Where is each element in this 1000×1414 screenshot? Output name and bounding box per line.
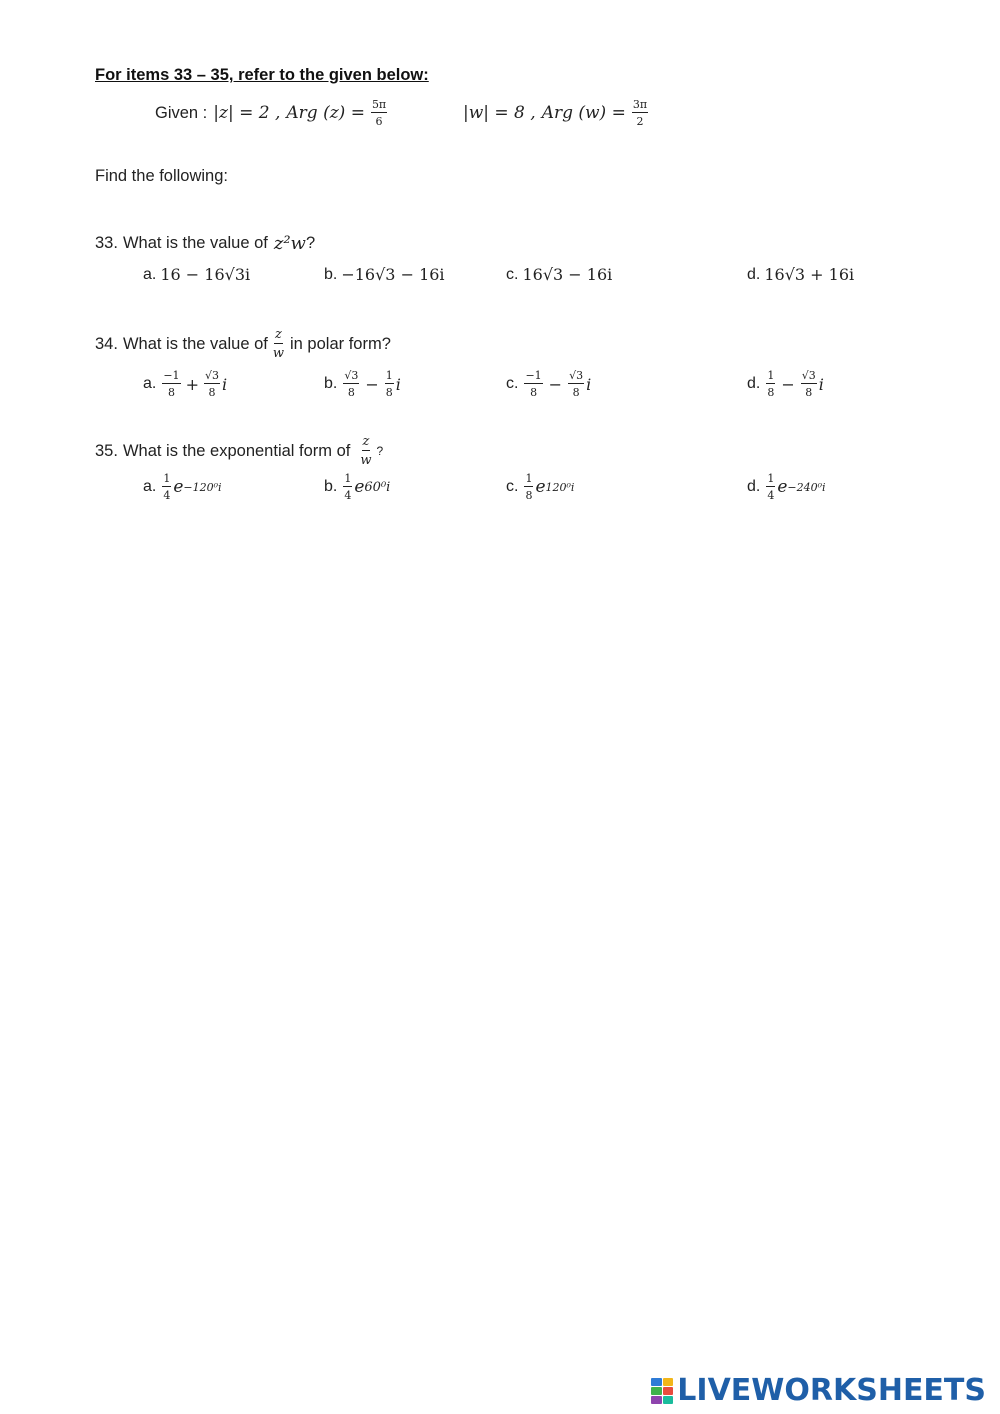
question-33: 33. What is the value of z²w ? bbox=[95, 232, 316, 254]
q34-option-a[interactable]: a. $\frac{-1}{8}$ + $\frac{√3}{8}$ i bbox=[143, 369, 228, 399]
liveworksheets-logo[interactable] bbox=[651, 1373, 986, 1408]
q33-option-a[interactable]: a. 16 − 16√3i bbox=[143, 265, 251, 284]
instruction-text: Find the following: bbox=[95, 167, 228, 185]
q35-option-d[interactable]: d. $\frac{1}{4}$ e −240⁰i bbox=[747, 472, 826, 502]
w-modulus: |w| = 8 , bbox=[463, 103, 536, 123]
q33-option-c[interactable]: c. 16√3 − 16i bbox=[506, 265, 613, 284]
z-modulus: |z| = 2 , bbox=[213, 103, 281, 123]
z-arg-fraction: $\frac{5\pi}{6}$ bbox=[371, 98, 387, 128]
q35-option-a[interactable]: a. $\frac{1}{4}$ e −120⁰i bbox=[143, 472, 222, 502]
q34-z-over-w: $\frac{z}{w}$ bbox=[272, 327, 284, 361]
q34-option-c[interactable]: c. $\frac{-1}{8}$ − $\frac{√3}{8}$ i bbox=[506, 369, 592, 399]
q35-option-c[interactable]: c. $\frac{1}{8}$ e 120⁰i bbox=[506, 472, 575, 502]
liveworksheets-logo-icon bbox=[651, 1378, 673, 1404]
w-argument: Arg (w) = bbox=[541, 103, 626, 123]
given-label: Given : bbox=[155, 103, 208, 122]
q35-z-over-w: $\frac{z}{w}$ bbox=[360, 434, 372, 468]
given-w bbox=[463, 96, 650, 130]
logo-text: LIVEWORKSHEETS bbox=[677, 1373, 986, 1408]
section-heading: For items 33 – 35, refer to the given below: bbox=[95, 66, 429, 84]
z-argument: Arg (z) = bbox=[286, 103, 365, 123]
q35-option-b[interactable]: b. $\frac{1}{4}$ e 60⁰i bbox=[324, 472, 391, 502]
given-z bbox=[155, 96, 389, 130]
q33-option-d[interactable]: d. 16√3 + 16i bbox=[747, 265, 855, 284]
w-arg-fraction: $\frac{3\pi}{2}$ bbox=[632, 98, 648, 128]
q33-expression: z²w bbox=[273, 232, 306, 254]
q34-option-b[interactable]: b. $\frac{√3}{8}$ − $\frac{1}{8}$ i bbox=[324, 369, 401, 399]
q34-option-d[interactable]: d. $\frac{1}{8}$ − $\frac{√3}{8}$ i bbox=[747, 369, 824, 399]
q33-option-b[interactable]: b. −16√3 − 16i bbox=[324, 265, 445, 284]
question-35: 35. What is the exponential form of $\frac{z}{w}$ ? bbox=[95, 434, 384, 468]
question-34: 34. What is the value of $\frac{z}{w}$ in polar form? bbox=[95, 327, 391, 361]
